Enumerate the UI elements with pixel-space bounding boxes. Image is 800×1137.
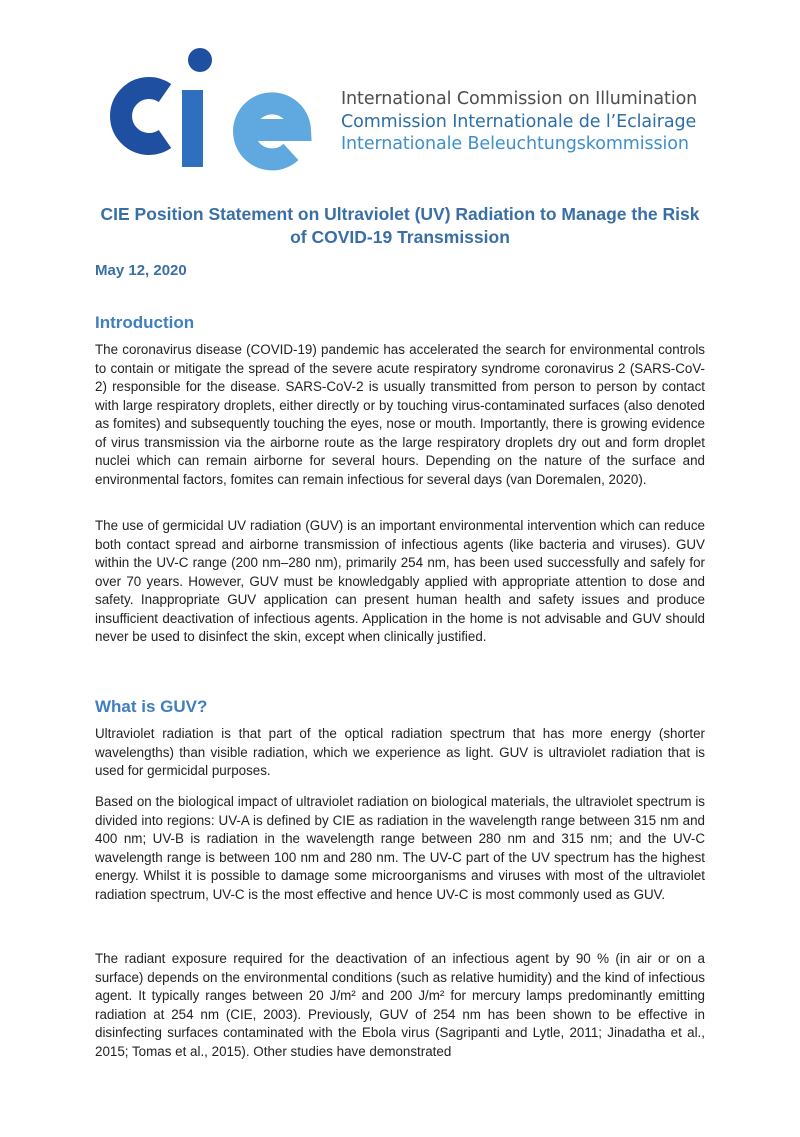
section-heading-what-is-guv: What is GUV? <box>95 697 208 716</box>
org-name-english: International Commission on Illumination <box>341 89 698 109</box>
org-name-french: Commission Internationale de l’Eclairage <box>341 111 697 132</box>
paragraph: The use of germicidal UV radiation (GUV) is an important environmental intervention which can reduce both contact spread and airborne transmission of infectious agents (like bacteria and viruses). GUV within the UV-C range (200 nm–280 nm), primarily 254 nm, has been used successfully and safely for over 70 years. However, GUV must be knowledgably applied with appropriate attention to dose and safety. Inappropriate GUV application can present human health and safety issues and produce insufficient deactivation of infectious agents. Application in the home is not advisable and GUV should never be used to disinfect the skin, except when clinically justified. <box>95 518 705 644</box>
paragraph: The radiant exposure required for the deactivation of an infectious agent by 90 % (in air or on a surface) depends on the environmental conditions (such as relative humidity) and the kind of infectious agent. It typically ranges between 20 J/m² and 200 J/m² for mercury lamps predominantly emitting radiation at 254 nm (CIE, 2003). Previously, GUV of 254 nm has been shown to be effective in disinfecting surfaces contaminated with the Ebola virus (Sagripanti and Lytle, 2011; Jinadatha et al., 2015; Tomas et al., 2015). Other studies have demonstrated <box>95 951 705 1059</box>
paragraph: The coronavirus disease (COVID-19) pandemic has accelerated the search for environmental controls to contain or mitigate the spread of the severe acute respiratory syndrome coronavirus 2 (SARS-CoV-2) responsible for the disease. SARS-CoV-2 is usually transmitted from person to person by contact with large respiratory droplets, either directly or by touching virus-contaminated surfaces (also denoted as fomites) and subsequently touching the eyes, nose or mouth. Importantly, there is growing evidence of virus transmission via the airborne route as the large respiratory droplets dry out and form droplet nuclei which can remain airborne for several hours. Depending on the nature of the surface and environmental factors, fomites can remain infectious for several days (van Doremalen, 2020). <box>95 342 705 487</box>
page-header <box>95 48 715 168</box>
organization-names <box>341 88 697 156</box>
document-date: May 12, 2020 <box>95 262 187 279</box>
paragraph: Based on the biological impact of ultraviolet radiation on biological materials, the ultraviolet spectrum is divided into regions: UV-A is defined by CIE as radiation in the wavelength range between 315 nm and 400 nm; UV-B is radiation in the wavelength range between 280 nm and 315 nm; and the UV-C wavelength range is between 100 nm and 280 nm. The UV-C part of the UV spectrum has the highest energy. Whilst it is possible to damage some microorganisms and viruses with most of the ultraviolet radiation spectrum, UV-C is the most effective and hence UV-C is most commonly used as GUV. <box>95 794 705 902</box>
paragraph: Ultraviolet radiation is that part of the optical radiation spectrum that has more energy (shorter wavelengths) than visible radiation, which we experience as light. GUV is ultraviolet radiation that is used for germicidal purposes. <box>95 726 705 778</box>
cie-logo <box>95 48 335 173</box>
org-name-german: Internationale Beleuchtungskommission <box>341 134 689 154</box>
document-title: CIE Position Statement on Ultraviolet (UV) Radiation to Manage the Risk of COVID-19 Transmission <box>100 204 700 247</box>
section-heading-introduction: Introduction <box>95 313 195 332</box>
